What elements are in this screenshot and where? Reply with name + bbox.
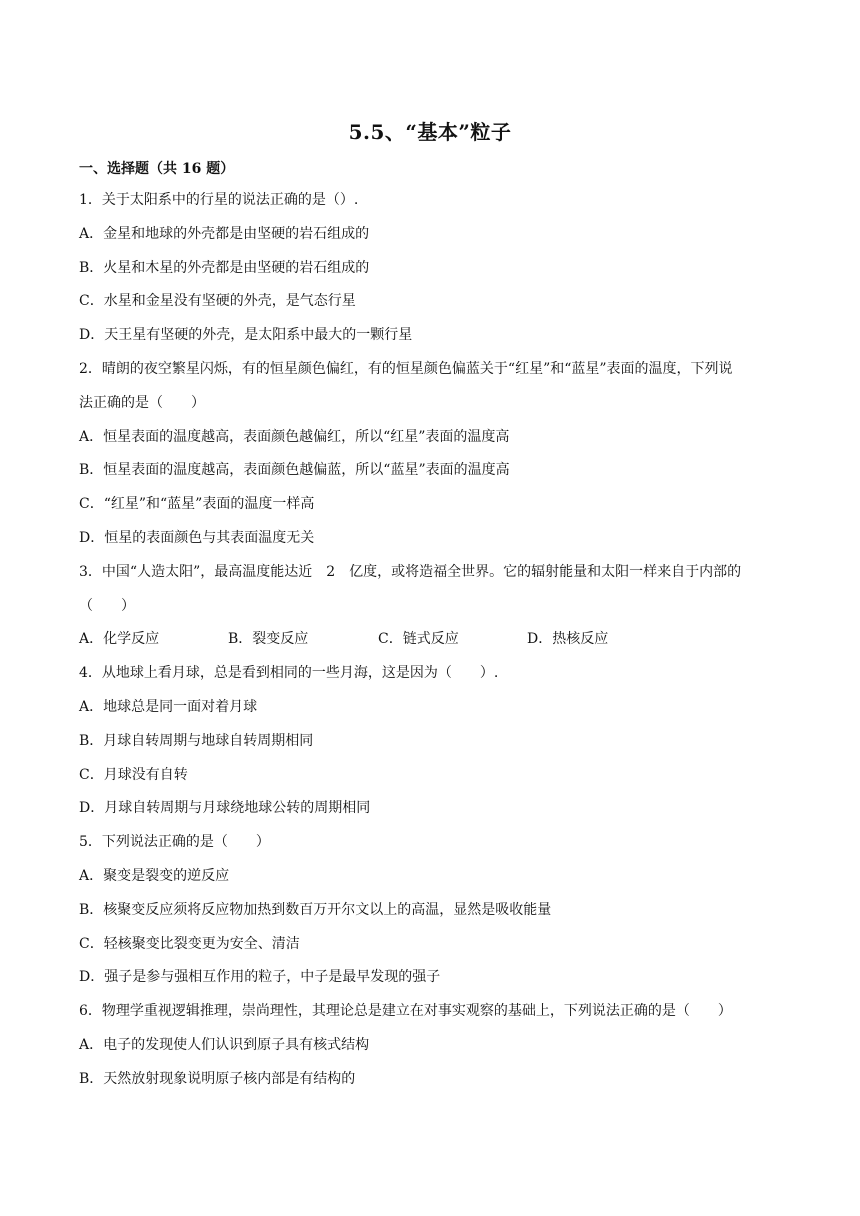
question-2-option-a: A．恒星表面的温度越高，表面颜色越偏红，所以“红星”表面的温度高 (79, 429, 510, 445)
section-heading: 一、选择题（共 16 题） (79, 161, 235, 177)
question-2-stem-line1: 2．晴朗的夜空繁星闪烁，有的恒星颜色偏红，有的恒星颜色偏蓝关于“红星”和“蓝星”表面的温度，下列说 (79, 361, 733, 377)
question-3-option-d: D．热核反应 (527, 631, 609, 647)
question-4-option-a: A．地球总是同一面对着月球 (79, 699, 258, 715)
question-2-option-c: C．“红星”和“蓝星”表面的温度一样高 (79, 496, 315, 512)
question-1-option-d: D．天王星有坚硬的外壳，是太阳系中最大的一颗行星 (79, 327, 413, 343)
question-6-option-a: A．电子的发现使人们认识到原子具有核式结构 (79, 1037, 370, 1053)
question-6-stem: 6．物理学重视逻辑推理，崇尚理性，其理论总是建立在对事实观察的基础上，下列说法正确的是（ ） (79, 1003, 732, 1019)
question-1-option-c: C．水星和金星没有坚硬的外壳，是气态行星 (79, 293, 356, 309)
question-3-stem-line2: （ ） (79, 598, 135, 614)
question-5-option-c: C．轻核聚变比裂变更为安全、清洁 (79, 936, 300, 952)
question-3-option-c: C．链式反应 (378, 631, 459, 647)
question-3-stem-line1: 3．中国“人造太阳”，最高温度能达近 2 亿度，或将造福全世界。它的辐射能量和太阳一样来自于内部的 (79, 564, 742, 580)
question-4-option-d: D．月球自转周期与月球绕地球公转的周期相同 (79, 800, 371, 816)
question-3-option-b: B．裂变反应 (228, 631, 309, 647)
question-2-option-d: D．恒星的表面颜色与其表面温度无关 (79, 530, 315, 546)
question-1-stem: 1．关于太阳系中的行星的说法正确的是（）. (79, 192, 359, 208)
question-5-option-d: D．强子是参与强相互作用的粒子，中子是最早发现的强子 (79, 969, 441, 985)
question-4-option-c: C．月球没有自转 (79, 767, 188, 783)
question-5-option-b: B．核聚变反应须将反应物加热到数百万开尔文以上的高温，显然是吸收能量 (79, 902, 552, 918)
question-2-option-b: B．恒星表面的温度越高，表面颜色越偏蓝，所以“蓝星”表面的温度高 (79, 462, 510, 478)
question-3-option-a: A．化学反应 (79, 631, 160, 647)
question-4-stem: 4．从地球上看月球，总是看到相同的一些月海，这是因为（ ）. (79, 665, 499, 681)
question-5-option-a: A．聚变是裂变的逆反应 (79, 868, 230, 884)
question-5-stem: 5．下列说法正确的是（ ） (79, 834, 270, 850)
question-2-stem-line2: 法正确的是（ ） (79, 395, 205, 411)
page-title: 5.5、“基本”粒子 (348, 120, 512, 144)
question-4-option-b: B．月球自转周期与地球自转周期相同 (79, 733, 314, 749)
question-1-option-a: A．金星和地球的外壳都是由坚硬的岩石组成的 (79, 226, 370, 242)
question-1-option-b: B．火星和木星的外壳都是由坚硬的岩石组成的 (79, 260, 370, 276)
question-6-option-b: B．天然放射现象说明原子核内部是有结构的 (79, 1071, 356, 1087)
